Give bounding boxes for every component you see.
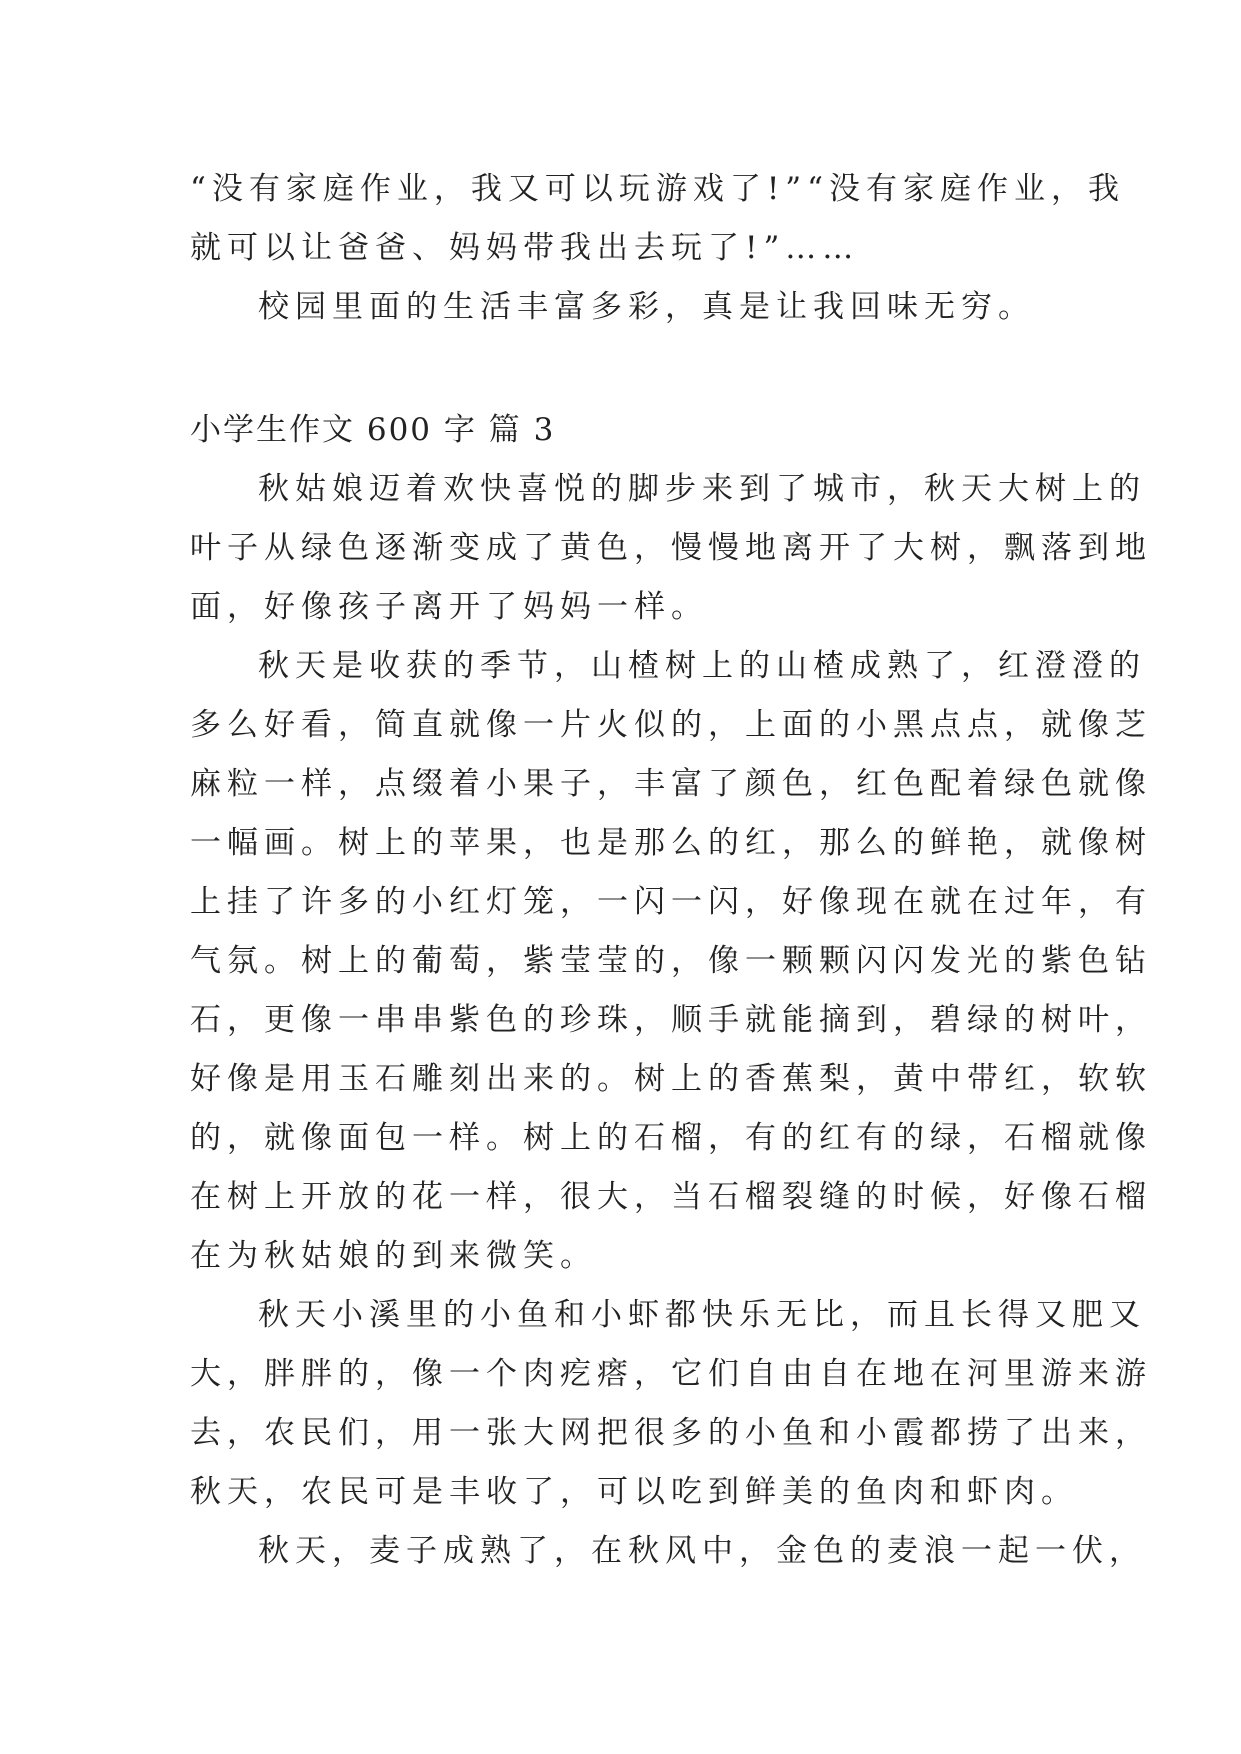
- text-line: 好像是用玉石雕刻出来的。树上的香蕉梨，黄中带红，软软: [190, 1061, 1152, 1097]
- text-line: 秋姑娘迈着欢快喜悦的脚步来到了城市，秋天大树上的: [258, 471, 1146, 507]
- text-line: 叶子从绿色逐渐变成了黄色，慢慢地离开了大树，飘落到地: [190, 530, 1152, 566]
- text-line: “没有家庭作业，我又可以玩游戏了!”“没有家庭作业，我: [190, 171, 1125, 207]
- text-line: 多么好看，简直就像一片火似的，上面的小黑点点，就像芝: [190, 707, 1152, 743]
- text-line: 就可以让爸爸、妈妈带我出去玩了!”……: [190, 230, 860, 266]
- text-line: 校园里面的生活丰富多彩，真是让我回味无穷。: [258, 289, 1035, 325]
- paragraph-3: [190, 1286, 1152, 1522]
- text-line: 去，农民们，用一张大网把很多的小鱼和小霞都捞了出来，: [190, 1415, 1152, 1451]
- paragraph-1: [190, 460, 1152, 637]
- paragraph-2: [190, 637, 1152, 1286]
- text-line: 的，就像面包一样。树上的石榴，有的红有的绿，石榴就像: [190, 1120, 1152, 1156]
- text-line: 秋天，麦子成熟了，在秋风中，金色的麦浪一起一伏，: [258, 1533, 1146, 1569]
- text-line: 一幅画。树上的苹果，也是那么的红，那么的鲜艳，就像树: [190, 825, 1152, 861]
- paragraph-4: [190, 1522, 1146, 1581]
- section-spacer: [190, 337, 1070, 401]
- text-line: 面，好像孩子离开了妈妈一样。: [190, 589, 708, 625]
- text-line: 石，更像一串串紫色的珍珠，顺手就能摘到，碧绿的树叶，: [190, 1002, 1152, 1038]
- text-line: 上挂了许多的小红灯笼，一闪一闪，好像现在就在过年，有: [190, 884, 1152, 920]
- text-line: 在树上开放的花一样，很大，当石榴裂缝的时候，好像石榴: [190, 1179, 1152, 1215]
- text-line: 在为秋姑娘的到来微笑。: [190, 1238, 597, 1274]
- text-line: 秋天是收获的季节，山楂树上的山楂成熟了，红澄澄的: [258, 648, 1146, 684]
- text-line: 气氛。树上的葡萄，紫莹莹的，像一颗颗闪闪发光的紫色钻: [190, 943, 1152, 979]
- text-line: 秋天小溪里的小鱼和小虾都快乐无比，而且长得又肥又: [258, 1297, 1146, 1333]
- text-line: 秋天，农民可是丰收了，可以吃到鲜美的鱼肉和虾肉。: [190, 1474, 1078, 1510]
- text-line: 麻粒一样，点缀着小果子，丰富了颜色，红色配着绿色就像: [190, 766, 1152, 802]
- section-heading: 小学生作文 600 字 篇 3: [190, 412, 556, 448]
- document-page: [190, 160, 1152, 1581]
- intro-paragraph-1: [190, 160, 1125, 278]
- text-line: 大，胖胖的，像一个肉疙瘩，它们自由自在地在河里游来游: [190, 1356, 1152, 1392]
- intro-paragraph-2: [190, 278, 1070, 337]
